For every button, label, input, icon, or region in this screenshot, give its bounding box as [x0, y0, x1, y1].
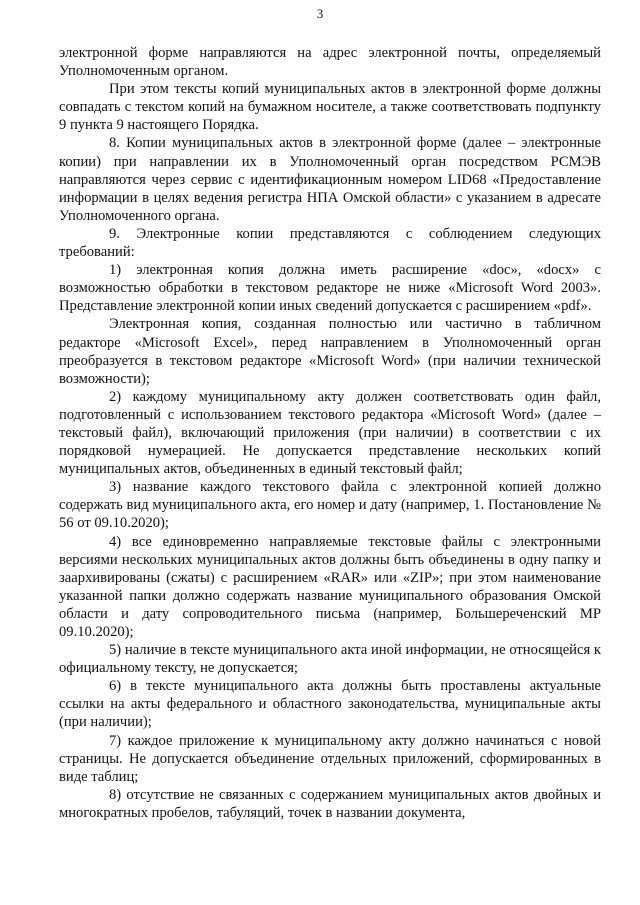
- paragraph-item-9: 9. Электронные копии представляются с соблюдением следующих требований:: [59, 225, 601, 261]
- paragraph-subitem-2: 2) каждому муниципальному акту должен соответствовать один файл, подготовленный с использованием текстового редактора «Microsoft Word» (далее – текстовый файл), включающий приложения (при наличии) в соответствии с их порядковой нумерацией. Не допускается представление нескольких копий муниципальных актов, объединенных в единый текстовый файл;: [59, 388, 601, 478]
- paragraph-subitem-6: 6) в тексте муниципального акта должны быть проставлены актуальные ссылки на акты федерального и областного законодательства, муниципальные акты (при наличии);: [59, 678, 601, 731]
- paragraph-subitem-8: 8) отсутствие не связанных с содержанием муниципальных актов двойных и многократных пробелов, табуляций, точек в названии документа,: [59, 786, 601, 821]
- page-number: 3: [316, 6, 324, 21]
- paragraph-subitem-5: 5) наличие в тексте муниципального акта иной информации, не относящейся к официальному тексту, не допускается;: [59, 642, 601, 677]
- paragraph-subitem-4: 4) все единовременно направляемые текстовые файлы с электронными версиями нескольких муниципальных актов должны быть объединены в одну папку и заархивированы (сжаты) с расширением «RAR» или «ZIP»; при этом наименование указанной папки должно содержать название муниципального образования Омской области и дату сопроводительного письма (например, Большереченский МР 09.10.2020);: [59, 533, 601, 640]
- paragraph-subitem-7: 7) каждое приложение к муниципальному акту должно начинаться с новой страницы. Не допускается объединение отдельных приложений, сформированных в виде таблиц;: [59, 732, 601, 785]
- paragraph-text-match-requirement: При этом тексты копий муниципальных актов в электронной форме должны совпадать с текстом копий на бумажном носителе, а также соответствовать подпункту 9 пункта 9 настоящего Порядка.: [59, 81, 601, 134]
- document-body: [59, 44, 601, 822]
- paragraph-subitem-1: 1) электронная копия должна иметь расширение «doc», «docx» с возможностью обработки в текстовом редакторе не ниже «Microsoft Word 2003». Представление электронной копии иных сведений допускается с расширением «pdf».: [59, 262, 601, 315]
- paragraph-subitem-3: 3) название каждого текстового файла с электронной копией должно содержать вид муниципального акта, его номер и дату (например, 1. Постановление № 56 от 09.10.2020);: [59, 479, 601, 532]
- paragraph-excel-conversion: Электронная копия, созданная полностью или частично в табличном редакторе «Microsoft Excel», перед направлением в Уполномоченный орган преобразуется в текстовом редакторе «Microsoft Word» (при наличии технической возможности);: [59, 316, 601, 387]
- paragraph-continuation: электронной форме направляются на адрес электронной почты, определяемый Уполномоченным органом.: [59, 45, 601, 80]
- paragraph-item-8: 8. Копии муниципальных актов в электронной форме (далее – электронные копии) при направлении их в Уполномоченный орган посредством РСМЭВ направляются через сервис с идентификационным номером LID68 «Предоставление информации в целях ведения регистра НПА Омской области» с указанием в адресате Уполномоченного органа.: [59, 135, 601, 224]
